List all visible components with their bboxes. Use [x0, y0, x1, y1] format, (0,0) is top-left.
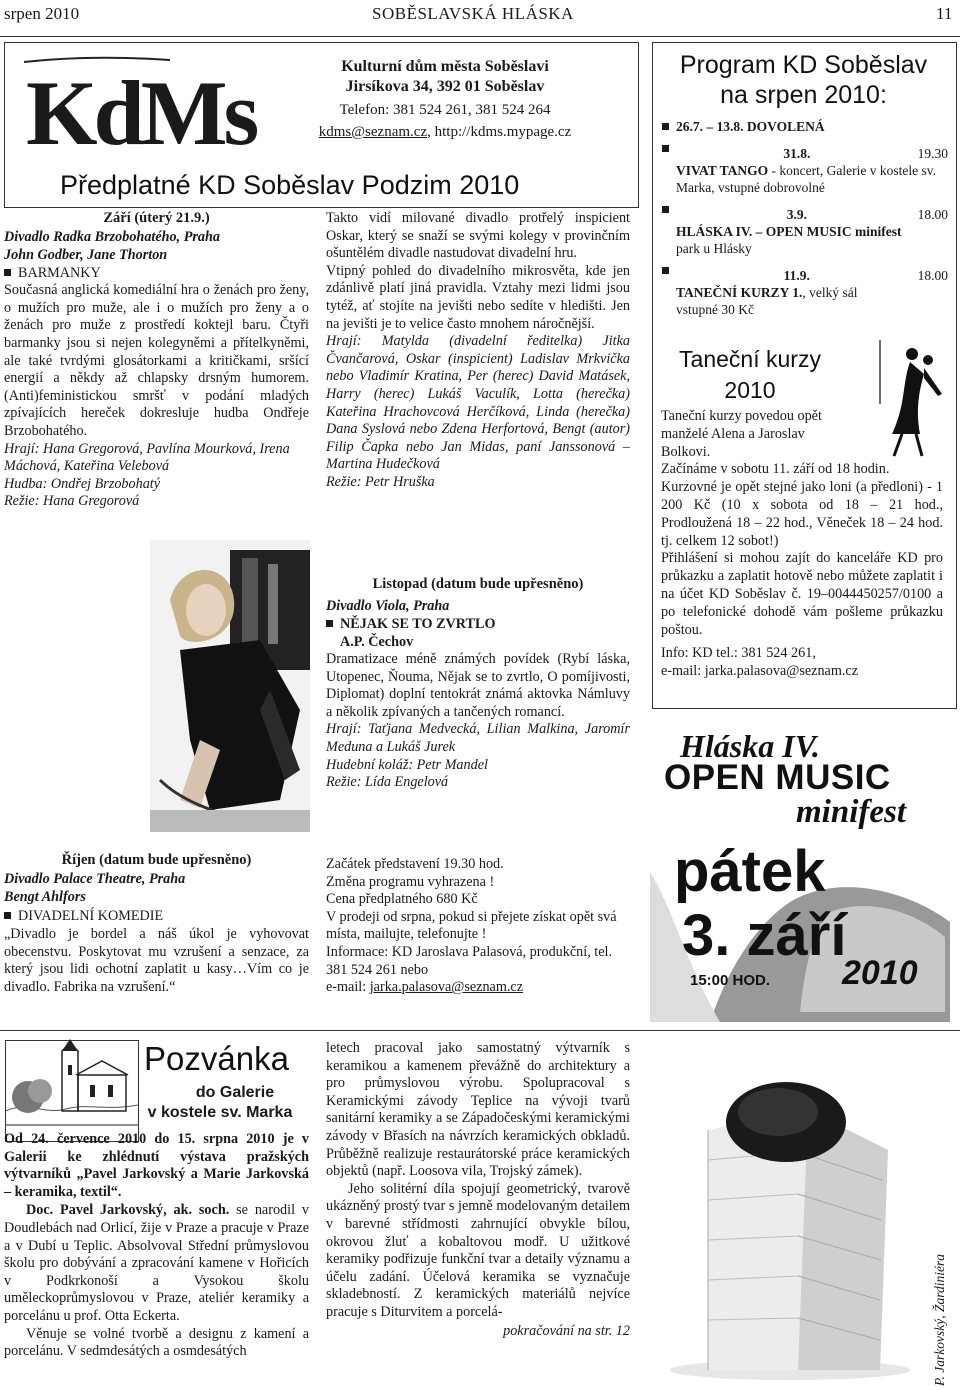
dance-title [660, 344, 840, 406]
invitation-lead: Od 24. července 2010 do 15. srpna 2010 je v Galerii ke zhlédnutí výstava pražských výtvarníků „Pavel Jarkovský a Marie Jarkovská – keramika, textil“. [4, 1131, 309, 1200]
dance-info-email: e-mail: jarka.palasova@seznam.cz [661, 663, 859, 680]
invitation-sub1: do Galerie [195, 1084, 275, 1101]
kdms-logo-text: KdMs [26, 62, 256, 164]
info-line: Cena předplatného 680 Kč [326, 891, 478, 908]
festival-poster [650, 722, 956, 1022]
program-item-desc: - koncert, Galerie v kostele sv. Marka, vstupné dobrovolné [676, 163, 936, 195]
photo-credit [930, 1210, 950, 1386]
kd-phone [270, 102, 620, 119]
november-play [326, 615, 630, 633]
running-header-left: srpen 2010 [4, 4, 80, 23]
authors: John Godber, Jane Thorton [4, 246, 168, 263]
program-item-title: VIVAT TANGO [676, 163, 769, 178]
november-text: Dramatizace méně známých povídek (Rybí láska, Utopenec, Ňouma, Nějak se to zvrtlo, O pomíjivosti, Diplomat) doplní tentokrát známá aktovka Námluvy a několik zpívaných a tančených romancí. [326, 651, 630, 720]
program-item-time: 18.00 [917, 268, 948, 283]
poster-line5: 3. září [682, 903, 847, 968]
column2-text [326, 210, 630, 492]
program-item-date: 26.7. – 13.8. DOVOLENÁ [676, 119, 825, 134]
actress-photo [150, 540, 310, 832]
program-item-date: 3.9. [786, 207, 807, 222]
invitation-col1 [4, 1131, 309, 1361]
november-play-text: NĚJAK SE TO ZVRTLO [340, 616, 496, 632]
program-list [662, 118, 952, 318]
program-item-time: 19.30 [917, 146, 948, 161]
poster-line1: Hláska IV. [680, 728, 820, 764]
program-title [652, 50, 955, 110]
october-director: Režie: Petr Hruška [326, 473, 435, 490]
artist-bio-2: Věnuje se volné tvorbě a designu z kamení a porcelánu. V sedmdesátých a osmdesátých [4, 1325, 309, 1360]
program-item [662, 267, 952, 318]
inspicient-text: Takto vidí milované divadlo protřelý inspicient Oskar, který se snaží se svými kolegy v provinčním ošuntělém divadle nastudovat divadelní hru. [326, 210, 630, 262]
program-item-head [662, 145, 952, 162]
program-item [662, 145, 952, 196]
play-title [4, 264, 309, 282]
play-description: Současná anglická komediální hra o ženách pro ženy, o mužích pro muže, ale i o mužích pro ženy a o ženách pro muže z prostředí koktejl baru. Čtyři barmanky jsou si nejen kolegyněmi a přítelkyněmi, ale také tvrdými glosátorkami a kritičkami, sršící energií a někdy až chlapsky drsným humorem. (Anti)feministickou smršť v podání mladých zpívajících hereček dokresluje hudba Ondřeje Brzobohatého. [4, 282, 309, 439]
info-email-link[interactable]: jarka.palasova@seznam.cz [369, 979, 524, 996]
dance-title-line1: Taneční kurzy [679, 346, 821, 372]
program-item-desc: park u Hlásky [676, 241, 752, 256]
november-date: Listopad (datum bude upřesněno) [372, 576, 584, 592]
info-email-label: e-mail: [326, 979, 370, 996]
photo-credit-text: P. Jarkovský, Žardiniéra [932, 1254, 947, 1386]
header-rule [0, 36, 960, 37]
theatre-name: Divadlo Radka Brzobohatého, Praha [4, 229, 220, 245]
program-item-title: HLÁSKA IV. – OPEN MUSIC minifest [676, 224, 902, 239]
program-item-date: 31.8. [783, 146, 811, 161]
kd-web-text: , http://kdms.mypage.cz [427, 124, 572, 140]
dance-text [661, 408, 943, 681]
kd-email-link[interactable]: kdms@seznam.cz [318, 124, 428, 140]
dance-title-line2: 2010 [724, 377, 776, 403]
program-item-head [662, 267, 952, 284]
program-title-line2: na srpen 2010: [720, 81, 887, 109]
info-line: V prodeji od srpna, pokud si přejete získat opět svá místa, mailujte, telefonujte ! [326, 908, 617, 943]
poster-line7: 2010 [842, 954, 918, 992]
october-theatre: Divadlo Palace Theatre, Praha [4, 871, 186, 887]
october-section [4, 852, 309, 997]
september-section [4, 210, 309, 511]
november-cast: Hrají: Taťjana Medvecká, Lilian Malkina, Jaromír Meduna a Lukáš Jurek [326, 721, 630, 755]
page-number: 11 [936, 4, 953, 23]
church-drawing [5, 1040, 139, 1142]
program-item-time: 18.00 [917, 207, 948, 222]
artist-bio [4, 1202, 309, 1325]
invitation-col2 [326, 1040, 630, 1340]
september-date: Září (úterý 21.9.) [103, 210, 210, 226]
info-line: Změna programu vyhrazena ! [326, 873, 495, 890]
kd-name: Kulturní dům města Soběslavi [341, 58, 549, 75]
kdms-logo [20, 52, 256, 164]
cast: Hrají: Hana Gregorová, Pavlína Mourková, Irena Máchová, Kateřina Velebová [4, 440, 290, 475]
dance-line: Přihlášení si mohou zajít do kanceláře KD pro průkazku a zaplatit hotově nebo můžete zaplatit i na účet KD Soběslav č. 19–0044450257/0100 a po telefonické dohodě vám pošleme průkazku poštou. [661, 550, 943, 638]
november-music: Hudební koláž: Petr Mandel [326, 756, 488, 773]
october-quote: „Divadlo je bordel a náš úkol je vyhovovat obecenstvu. Poskytovat mu vzrušení a senzace, za který jsou lidi ochotní zaplatit u kasy…Vím co je divadlo. Fabrika na vzrušení.“ [4, 926, 309, 995]
october-author: Bengt Ahlfors [4, 888, 86, 905]
director: Režie: Hana Gregorová [4, 493, 140, 510]
november-section [326, 576, 630, 792]
poster-line6: 15:00 HOD. [690, 972, 771, 989]
subscription-title: Předplatné KD Soběslav Podzim 2010 [60, 170, 520, 200]
subscription-info [326, 856, 630, 997]
invitation-title: Pozvánka [144, 1040, 289, 1077]
info-email [326, 979, 630, 997]
october-date: Říjen (datum bude upřesněno) [61, 852, 252, 868]
program-item-title: TANEČNÍ KURZY 1. [676, 285, 803, 300]
kd-address: Jirsíkova 34, 392 01 Soběslav [345, 78, 545, 95]
program-title-line1: Program KD Soběslav [679, 51, 928, 79]
ceramic-planter-photo [648, 1040, 936, 1385]
poster-line2: OPEN MUSIC [664, 758, 891, 797]
running-header-title: SOBĚSLAVSKÁ HLÁSKA [372, 4, 574, 23]
artist-career: letech pracoval jako samostatný výtvarník s keramikou a kamenem převážně do architektury a pro průmyslovou výrobu. Spolupracoval s Keramickými závody Teplice na vývoji tvarů sanitární keramiky a se Západočeskými keramickými závody v Břasích na návrzích keramických obkladů. Průběžně realizuje restaurátorské práce keramických objektů (např. Loosova vila, Trojský zámek). [326, 1040, 630, 1180]
kd-contacts [270, 124, 620, 141]
artist-name: Doc. Pavel Jarkovský, ak. soch. [26, 1202, 230, 1219]
program-item [662, 206, 952, 257]
kd-phone-text: Telefon: 381 524 261, 381 524 264 [339, 102, 551, 118]
poster-line3: minifest [796, 794, 907, 830]
dance-info-phone: Info: KD tel.: 381 524 261, [661, 645, 816, 662]
program-item-date: 11.9. [783, 268, 810, 283]
program-item-desc: , velký sál vstupné 30 Kč [676, 285, 858, 317]
section-divider [0, 1030, 960, 1031]
october-cast: Hrají: Matylda (divadelní ředitelka) Jitka Čvančarová, Oskar (inspicient) Ladislav Mrkvička nebo Vladimír Kratina, Per (herec) David Matásek, Harry (herec) Lukáš Vaculík, Lotta (herečka) Kateřina Hrachovcová Herčíková, Linda (herečka) Dana Syslová nebo Zdena Herfortová, Bengt (autor) Filip Čapka nebo Jan Midas, paní Janssonová – Martina Hudečková [326, 333, 630, 473]
artist-works: Jeho solitérní díla spojují geometrický, tvarově ukázněný prostý tvar s jemně modelovaným detailem v barevné střídmosti zahrnující obvykle bílou, okrovou žluť a kobaltovou modř. U užitkové keramiky podřizuje funkční tvar a detaily významu a účelu zadání. Účelová keramika se vyznačuje skladebností. Z keramických materiálů nejvíce pracuje s Diturvitem a porcelá- [326, 1180, 630, 1320]
november-author: A.P. Čechov [340, 634, 414, 650]
november-theatre: Divadlo Viola, Praha [326, 598, 450, 614]
dance-line: Taneční kurzy povedou opět manželé Alena a Jaroslav Bolkovi. [661, 408, 822, 460]
dance-line: Kurzovné je opět stejné jako loni (a předloni) - 1 200 Kč (10 x sobota od 18 – 21 hod., Prodloužená 18 – 22 hod., Věneček 18 – 24 hod. tj. celkem 12 sobot!) [661, 479, 943, 549]
october-play-text: DIVADELNÍ KOMEDIE [18, 908, 164, 925]
program-item-head [662, 206, 952, 223]
dance-line: Začínáme v sobotu 11. září od 18 hodin. [661, 461, 890, 478]
november-director: Režie: Lída Engelová [326, 774, 449, 791]
program-item [662, 118, 952, 136]
continued-note: pokračování na str. 12 [503, 1322, 630, 1339]
music: Hudba: Ondřej Brzobohatý [4, 475, 161, 492]
october-play [4, 906, 309, 926]
info-line: Začátek představení 19.30 hod. [326, 856, 504, 872]
artist-bio-text: se narodil v Doudlebách nad Orlicí, žije v Praze a pracuje v Praze a v Dubí u Teplic. Absolvoval Střední průmyslovou školu pro dobývání a zpracování kamene v Hořicích v Podkrkonoší a Vysokou školu uměleckoprůmyslovou v Praze, ateliér keramiky a porcelánu u prof. Otta Eckerta. [4, 1202, 309, 1324]
play-title-text: BARMANKY [18, 265, 101, 282]
microworld-text: Vtipný pohled do divadelního mikrosvěta, kde jen zdánlivě platí jiná pravidla. Vztahy mezi lidmi jsou tytéž, ať stojíte na jevišti nebo sedíte v hledišti. Jen na jevišti je to velice často mnohem náročnější. [326, 262, 630, 332]
poster-line4: pátek [674, 839, 826, 904]
info-line: Informace: KD Jaroslava Palasová, produkční, tel. 381 524 261 nebo [326, 943, 613, 978]
invitation-sub2: v kostele sv. Marka [147, 1104, 293, 1121]
